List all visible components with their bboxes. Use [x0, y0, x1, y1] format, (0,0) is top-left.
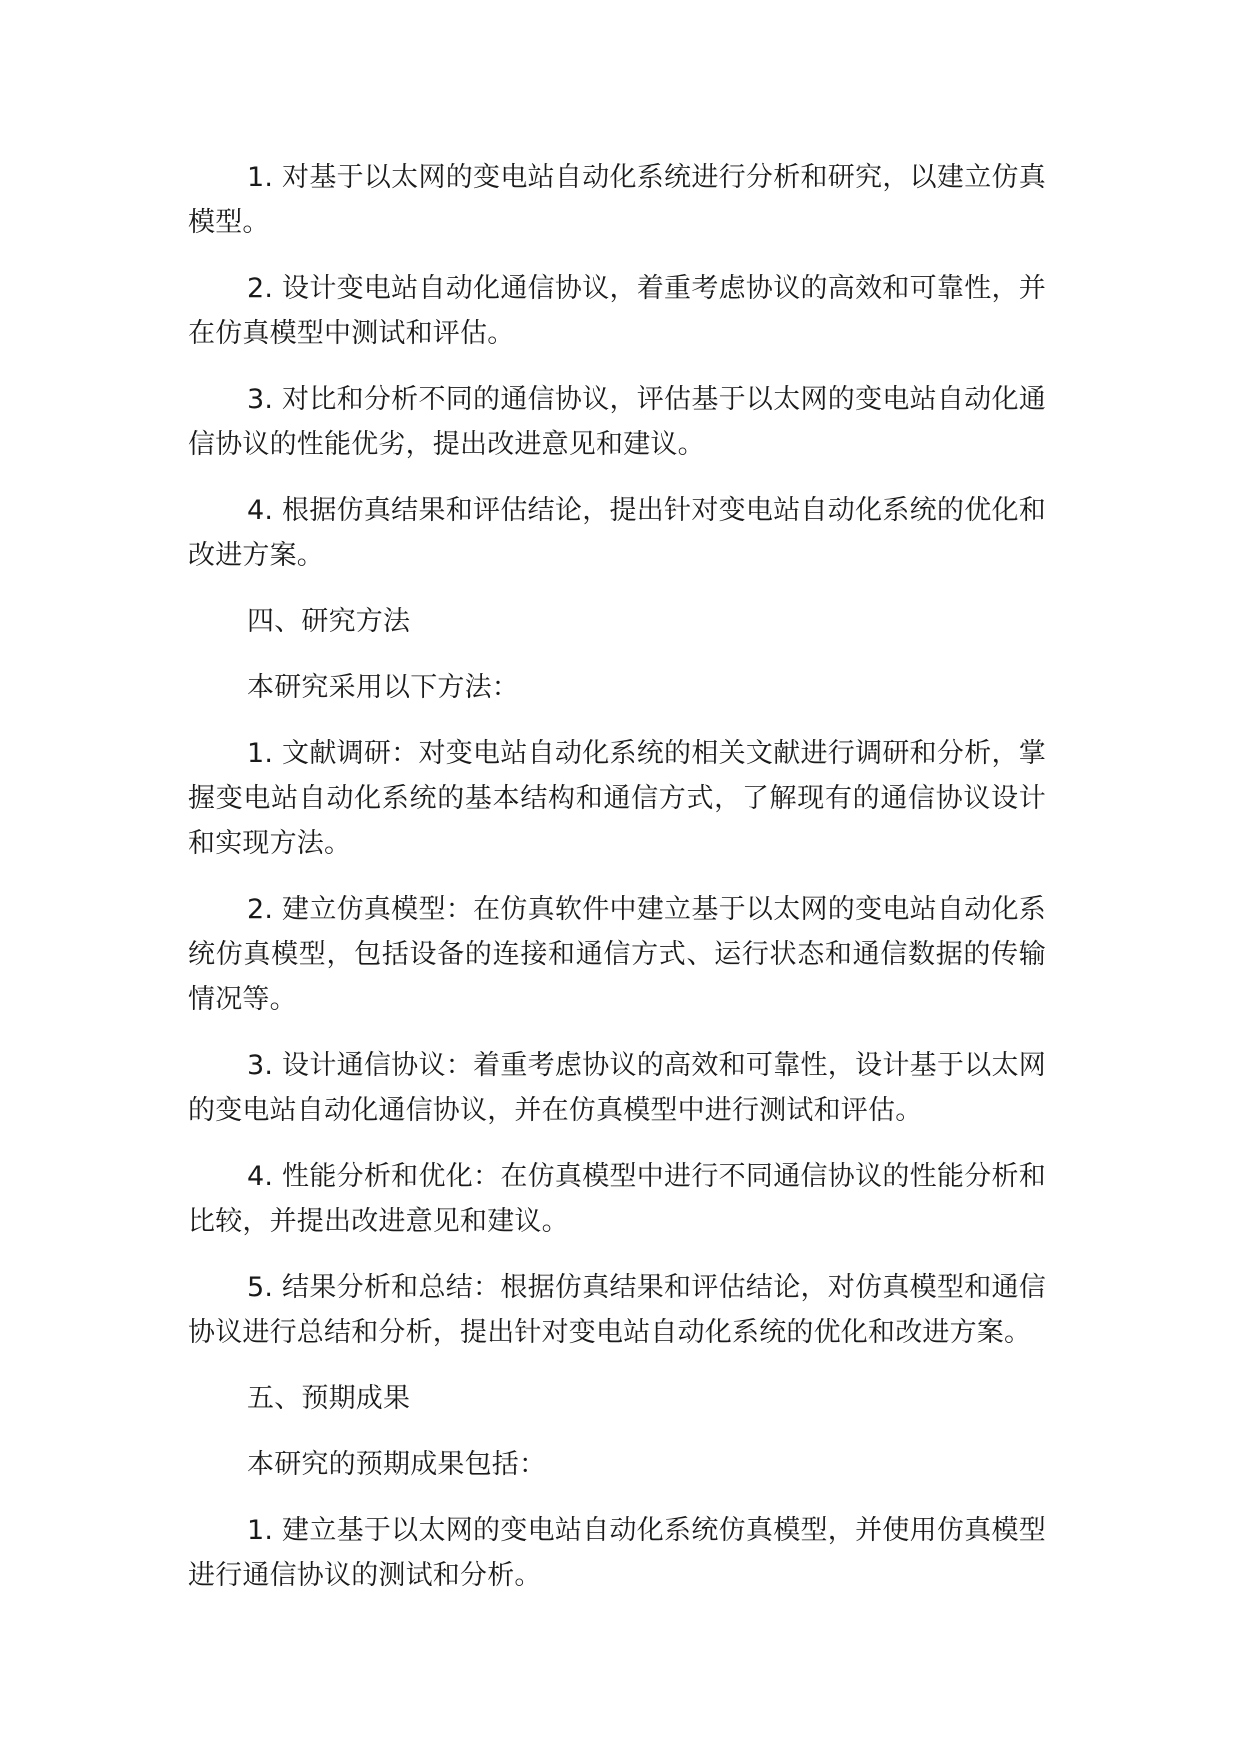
goal-item-3: 3. 对比和分析不同的通信协议，评估基于以太网的变电站自动化通信协议的性能优劣，提出改进意见和建议。 — [188, 384, 1046, 460]
method-item-5: 5. 结果分析和总结：根据仿真结果和评估结论，对仿真模型和通信协议进行总结和分析，提出针对变电站自动化系统的优化和改进方案。 — [188, 1272, 1046, 1348]
methods-intro: 本研究采用以下方法： — [247, 672, 519, 703]
document-page — [188, 155, 1046, 1619]
outcomes-intro: 本研究的预期成果包括： — [247, 1449, 547, 1480]
goal-item-2: 2. 设计变电站自动化通信协议，着重考虑协议的高效和可靠性，并在仿真模型中测试和评估。 — [188, 273, 1046, 349]
section-heading-methods: 四、研究方法 — [247, 606, 411, 637]
method-item-2: 2. 建立仿真模型：在仿真软件中建立基于以太网的变电站自动化系统仿真模型，包括设备的连接和通信方式、运行状态和通信数据的传输情况等。 — [188, 894, 1046, 1015]
outcome-item-1: 1. 建立基于以太网的变电站自动化系统仿真模型，并使用仿真模型进行通信协议的测试和分析。 — [188, 1515, 1046, 1591]
method-item-3: 3. 设计通信协议：着重考虑协议的高效和可靠性，设计基于以太网的变电站自动化通信协议，并在仿真模型中进行测试和评估。 — [188, 1050, 1046, 1126]
section-heading-outcomes: 五、预期成果 — [247, 1383, 411, 1414]
method-item-1: 1. 文献调研：对变电站自动化系统的相关文献进行调研和分析，掌握变电站自动化系统的基本结构和通信方式，了解现有的通信协议设计和实现方法。 — [188, 738, 1046, 859]
goal-item-4: 4. 根据仿真结果和评估结论，提出针对变电站自动化系统的优化和改进方案。 — [188, 495, 1046, 571]
goal-item-1: 1. 对基于以太网的变电站自动化系统进行分析和研究，以建立仿真模型。 — [188, 162, 1046, 238]
method-item-4: 4. 性能分析和优化：在仿真模型中进行不同通信协议的性能分析和比较，并提出改进意见和建议。 — [188, 1161, 1046, 1237]
